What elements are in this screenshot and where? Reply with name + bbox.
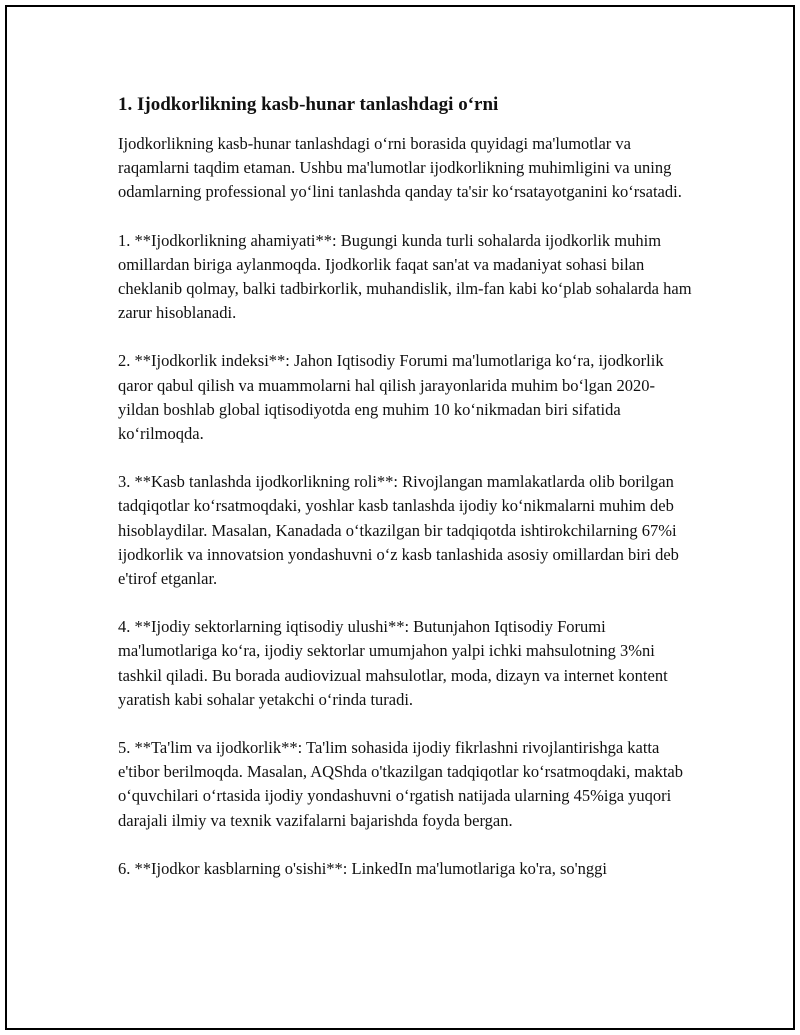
paragraph-1: 1. **Ijodkorlikning ahamiyati**: Bugungi kunda turli sohalarda ijodkorlik muhim omillardan biriga aylanmoqda. Ijodkorlik faqat san'at va madaniyat sohasi bilan cheklanib qolmay, balki tadbirkorlik, muhandislik, ilm-fan kabi ko‘plab sohalarda ham zarur hisoblanadi.: [118, 230, 692, 323]
paragraph-2: 2. **Ijodkorlik indeksi**: Jahon Iqtisodiy Forumi ma'lumotlariga ko‘ra, ijodkorlik qaror qabul qilish va muammolarni hal qilish jarayonlarida muhim bo‘lgan 2020-yildan boshlab global iqtisodiyotda eng muhim 10 ko‘nikmadan biri sifatida ko‘rilmoqda.: [118, 351, 664, 444]
intro-paragraph: Ijodkorlikning kasb-hunar tanlashdagi o‘rni borasida quyidagi ma'lumotlar va raqamlarni taqdim etaman. Ushbu ma'lumotlar ijodkorlikning muhimligini va uning odamlarning professional yo‘lini tanlashda qanday ta'sir ko‘rsatayotganini ko‘rsatadi.: [118, 134, 682, 202]
paragraph-3: 3. **Kasb tanlashda ijodkorlikning roli**: Rivojlangan mamlakatlarda olib borilgan tadqiqotlar ko‘rsatmoqdaki, yoshlar kasb tanlashda ijodiy ko‘nikmalarni muhim deb hisoblaydilar. Masalan, Kanadada o‘tkazilgan bir tadqiqotda ishtirokchilarning 67%i ijodkorlik va innovatsion yondashuvni o‘z kasb tanlashida asosiy omillardan biri deb e'tirof etganlar.: [118, 472, 679, 589]
paragraph-4: 4. **Ijodiy sektorlarning iqtisodiy ulushi**: Butunjahon Iqtisodiy Forumi ma'lumotlariga ko‘ra, ijodiy sektorlar umumjahon yalpi ichki mahsulotning 3%ni tashkil qiladi. Bu borada audiovizual mahsulotlar, moda, dizayn va internet kontent yaratish kabi sohalar yetakchi o‘rinda turadi.: [118, 617, 668, 709]
document-title: 1. Ijodkorlikning kasb-hunar tanlashdagi o‘rni: [118, 94, 499, 115]
document-body: [118, 92, 692, 905]
paragraph-5: 5. **Ta'lim va ijodkorlik**: Ta'lim sohasida ijodiy fikrlashni rivojlantirishga katta e'tibor berilmoqda. Masalan, AQShda o'tkazilgan tadqiqotlar ko‘rsatmoqdaki, maktab o‘quvchilari o‘rtasida ijodiy yondashuvni o‘rgatish natijada ularning 45%iga yuqori darajali ilmiy va texnik vazifalarni bajarishda foyda bergan.: [118, 738, 683, 830]
paragraph-6: 6. **Ijodkor kasblarning o'sishi**: LinkedIn ma'lumotlariga ko'ra, so'nggi: [118, 858, 607, 878]
